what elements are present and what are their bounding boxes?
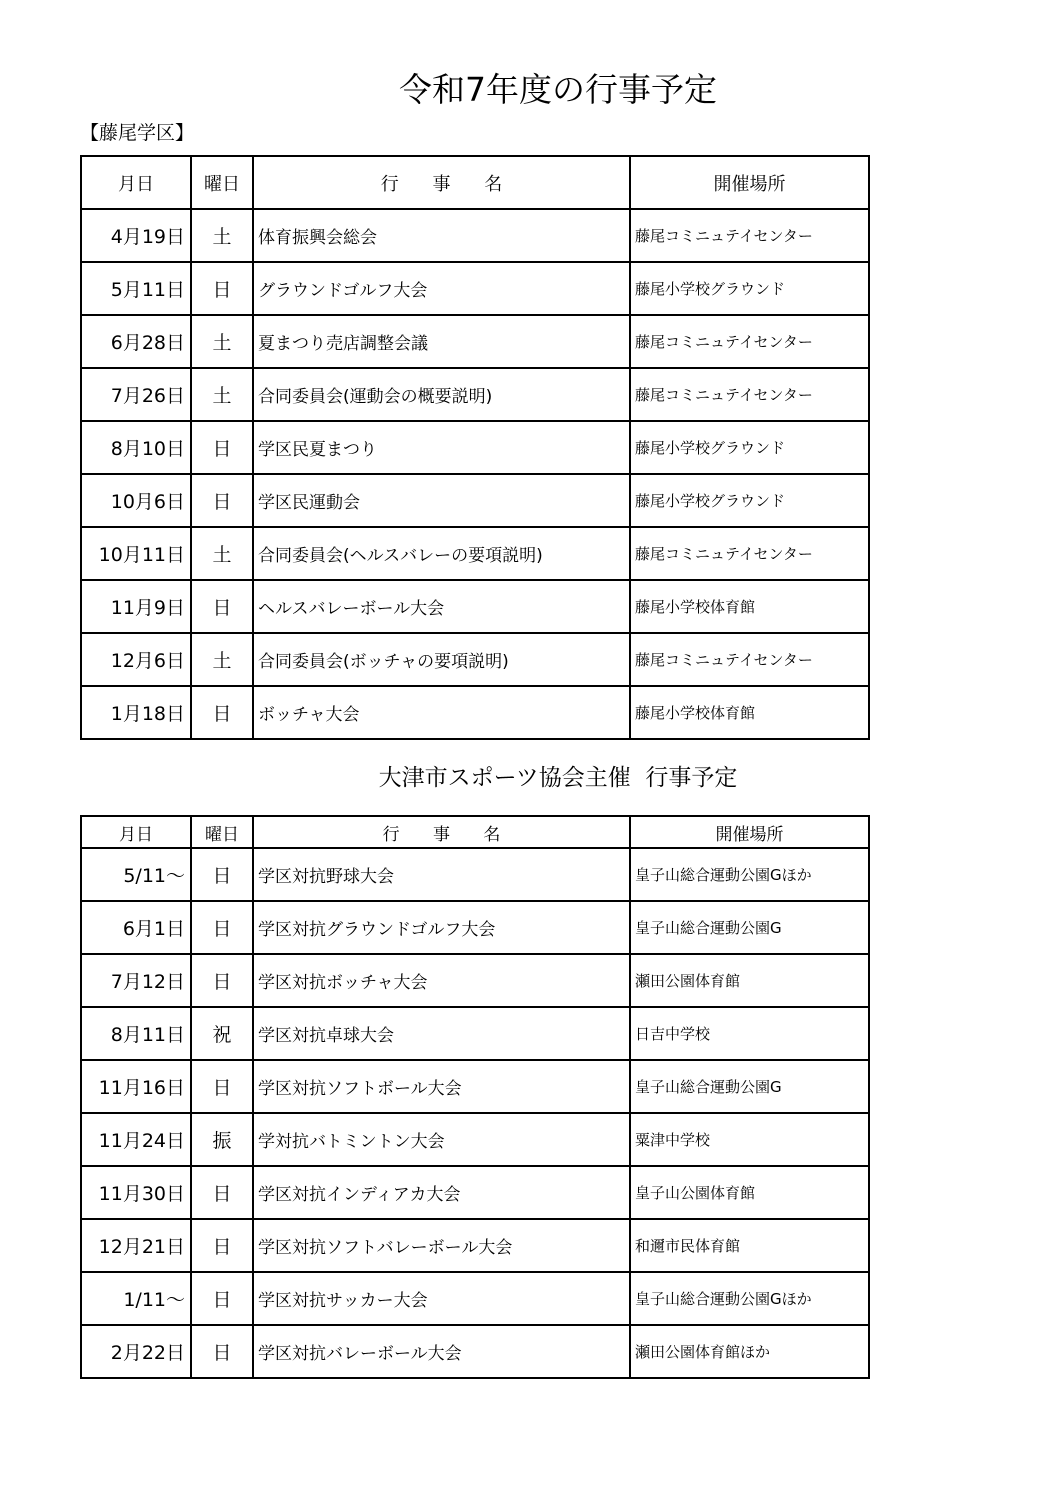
table-row <box>81 209 869 262</box>
event-date: 6月1日 <box>81 901 191 954</box>
table-row <box>81 1166 869 1219</box>
event-day: 日 <box>191 580 253 633</box>
event-day: 土 <box>191 209 253 262</box>
event-date: 2月22日 <box>81 1325 191 1378</box>
city-sports-events-table <box>80 815 870 1379</box>
event-venue: 皇子山総合運動公園Gほか <box>630 1272 869 1325</box>
event-day: 土 <box>191 527 253 580</box>
event-name: 学区対抗インディアカ大会 <box>253 1166 630 1219</box>
event-date: 4月19日 <box>81 209 191 262</box>
event-name: 学区対抗野球大会 <box>253 848 630 901</box>
district-events-table <box>80 155 870 740</box>
event-venue: 瀬田公園体育館ほか <box>630 1325 869 1378</box>
event-date: 1/11～ <box>81 1272 191 1325</box>
table-row <box>81 954 869 1007</box>
event-name: 夏まつり売店調整会議 <box>253 315 630 368</box>
event-day: 日 <box>191 686 253 739</box>
event-day: 日 <box>191 1272 253 1325</box>
event-name: ボッチャ大会 <box>253 686 630 739</box>
event-day: 振 <box>191 1113 253 1166</box>
event-date: 7月12日 <box>81 954 191 1007</box>
event-day: 土 <box>191 315 253 368</box>
event-name: 体育振興会総会 <box>253 209 630 262</box>
event-name: 学区民夏まつり <box>253 421 630 474</box>
event-date: 6月28日 <box>81 315 191 368</box>
event-venue: 藤尾小学校体育館 <box>630 580 869 633</box>
table-row <box>81 421 869 474</box>
table-row <box>81 1219 869 1272</box>
event-day: 日 <box>191 1166 253 1219</box>
header-date: 月日 <box>81 816 191 848</box>
table-row <box>81 527 869 580</box>
event-date: 11月24日 <box>81 1113 191 1166</box>
event-date: 5月11日 <box>81 262 191 315</box>
event-name: 合同委員会(ボッチャの要項説明) <box>253 633 630 686</box>
header-day: 曜日 <box>191 816 253 848</box>
event-name: 学区対抗ソフトバレーボール大会 <box>253 1219 630 1272</box>
header-venue: 開催場所 <box>630 156 869 209</box>
event-venue: 藤尾コミニュテイセンター <box>630 633 869 686</box>
event-name: 学区対抗グラウンドゴルフ大会 <box>253 901 630 954</box>
event-date: 12月21日 <box>81 1219 191 1272</box>
event-venue: 藤尾小学校体育館 <box>630 686 869 739</box>
table-row <box>81 1325 869 1378</box>
event-date: 8月10日 <box>81 421 191 474</box>
table-row <box>81 1113 869 1166</box>
event-name: 学区対抗ソフトボール大会 <box>253 1060 630 1113</box>
table-row <box>81 262 869 315</box>
event-date: 1月18日 <box>81 686 191 739</box>
event-venue: 瀬田公園体育館 <box>630 954 869 1007</box>
table-row <box>81 1272 869 1325</box>
event-date: 11月30日 <box>81 1166 191 1219</box>
event-venue: 藤尾小学校グラウンド <box>630 421 869 474</box>
event-date: 10月6日 <box>81 474 191 527</box>
event-date: 12月6日 <box>81 633 191 686</box>
header-event: 行 事 名 <box>253 816 630 848</box>
table-row <box>81 848 869 901</box>
event-name: 合同委員会(ヘルスバレーの要項説明) <box>253 527 630 580</box>
event-name: ヘルスバレーボール大会 <box>253 580 630 633</box>
table-header-row <box>81 156 869 209</box>
event-name: 学区対抗ボッチャ大会 <box>253 954 630 1007</box>
event-name: 学区民運動会 <box>253 474 630 527</box>
event-day: 日 <box>191 954 253 1007</box>
event-venue: 藤尾小学校グラウンド <box>630 474 869 527</box>
header-event: 行 事 名 <box>253 156 630 209</box>
event-venue: 皇子山総合運動公園G <box>630 901 869 954</box>
event-day: 日 <box>191 474 253 527</box>
table-header-row <box>81 816 869 848</box>
event-date: 8月11日 <box>81 1007 191 1060</box>
event-venue: 藤尾コミニュテイセンター <box>630 368 869 421</box>
header-date: 月日 <box>81 156 191 209</box>
event-date: 5/11～ <box>81 848 191 901</box>
event-date: 11月9日 <box>81 580 191 633</box>
event-day: 祝 <box>191 1007 253 1060</box>
event-day: 日 <box>191 848 253 901</box>
event-name: グラウンドゴルフ大会 <box>253 262 630 315</box>
event-venue: 皇子山総合運動公園Gほか <box>630 848 869 901</box>
event-day: 日 <box>191 262 253 315</box>
event-day: 土 <box>191 633 253 686</box>
event-name: 学区対抗サッカー大会 <box>253 1272 630 1325</box>
event-name: 合同委員会(運動会の概要説明) <box>253 368 630 421</box>
event-venue: 粟津中学校 <box>630 1113 869 1166</box>
event-day: 日 <box>191 901 253 954</box>
header-day: 曜日 <box>191 156 253 209</box>
table-row <box>81 686 869 739</box>
table-row <box>81 901 869 954</box>
event-venue: 和邇市民体育館 <box>630 1219 869 1272</box>
event-date: 11月16日 <box>81 1060 191 1113</box>
event-day: 日 <box>191 421 253 474</box>
event-name: 学対抗バトミントン大会 <box>253 1113 630 1166</box>
table-row <box>81 580 869 633</box>
event-venue: 皇子山総合運動公園G <box>630 1060 869 1113</box>
event-date: 7月26日 <box>81 368 191 421</box>
table-row <box>81 1060 869 1113</box>
section-title: 大津市スポーツ協会主催 行事予定 <box>378 765 738 791</box>
event-day: 日 <box>191 1325 253 1378</box>
district-label: 【藤尾学区】 <box>80 122 195 144</box>
event-name: 学区対抗バレーボール大会 <box>253 1325 630 1378</box>
table-row <box>81 368 869 421</box>
event-venue: 藤尾小学校グラウンド <box>630 262 869 315</box>
table-row <box>81 474 869 527</box>
event-venue: 藤尾コミニュテイセンター <box>630 527 869 580</box>
page-title: 令和7年度の行事予定 <box>399 70 717 109</box>
table-row <box>81 1007 869 1060</box>
event-day: 日 <box>191 1219 253 1272</box>
event-name: 学区対抗卓球大会 <box>253 1007 630 1060</box>
table-row <box>81 633 869 686</box>
event-day: 日 <box>191 1060 253 1113</box>
event-venue: 皇子山公園体育館 <box>630 1166 869 1219</box>
event-day: 土 <box>191 368 253 421</box>
event-venue: 藤尾コミニュテイセンター <box>630 315 869 368</box>
event-venue: 日吉中学校 <box>630 1007 869 1060</box>
event-date: 10月11日 <box>81 527 191 580</box>
header-venue: 開催場所 <box>630 816 869 848</box>
table-row <box>81 315 869 368</box>
event-venue: 藤尾コミニュテイセンター <box>630 209 869 262</box>
